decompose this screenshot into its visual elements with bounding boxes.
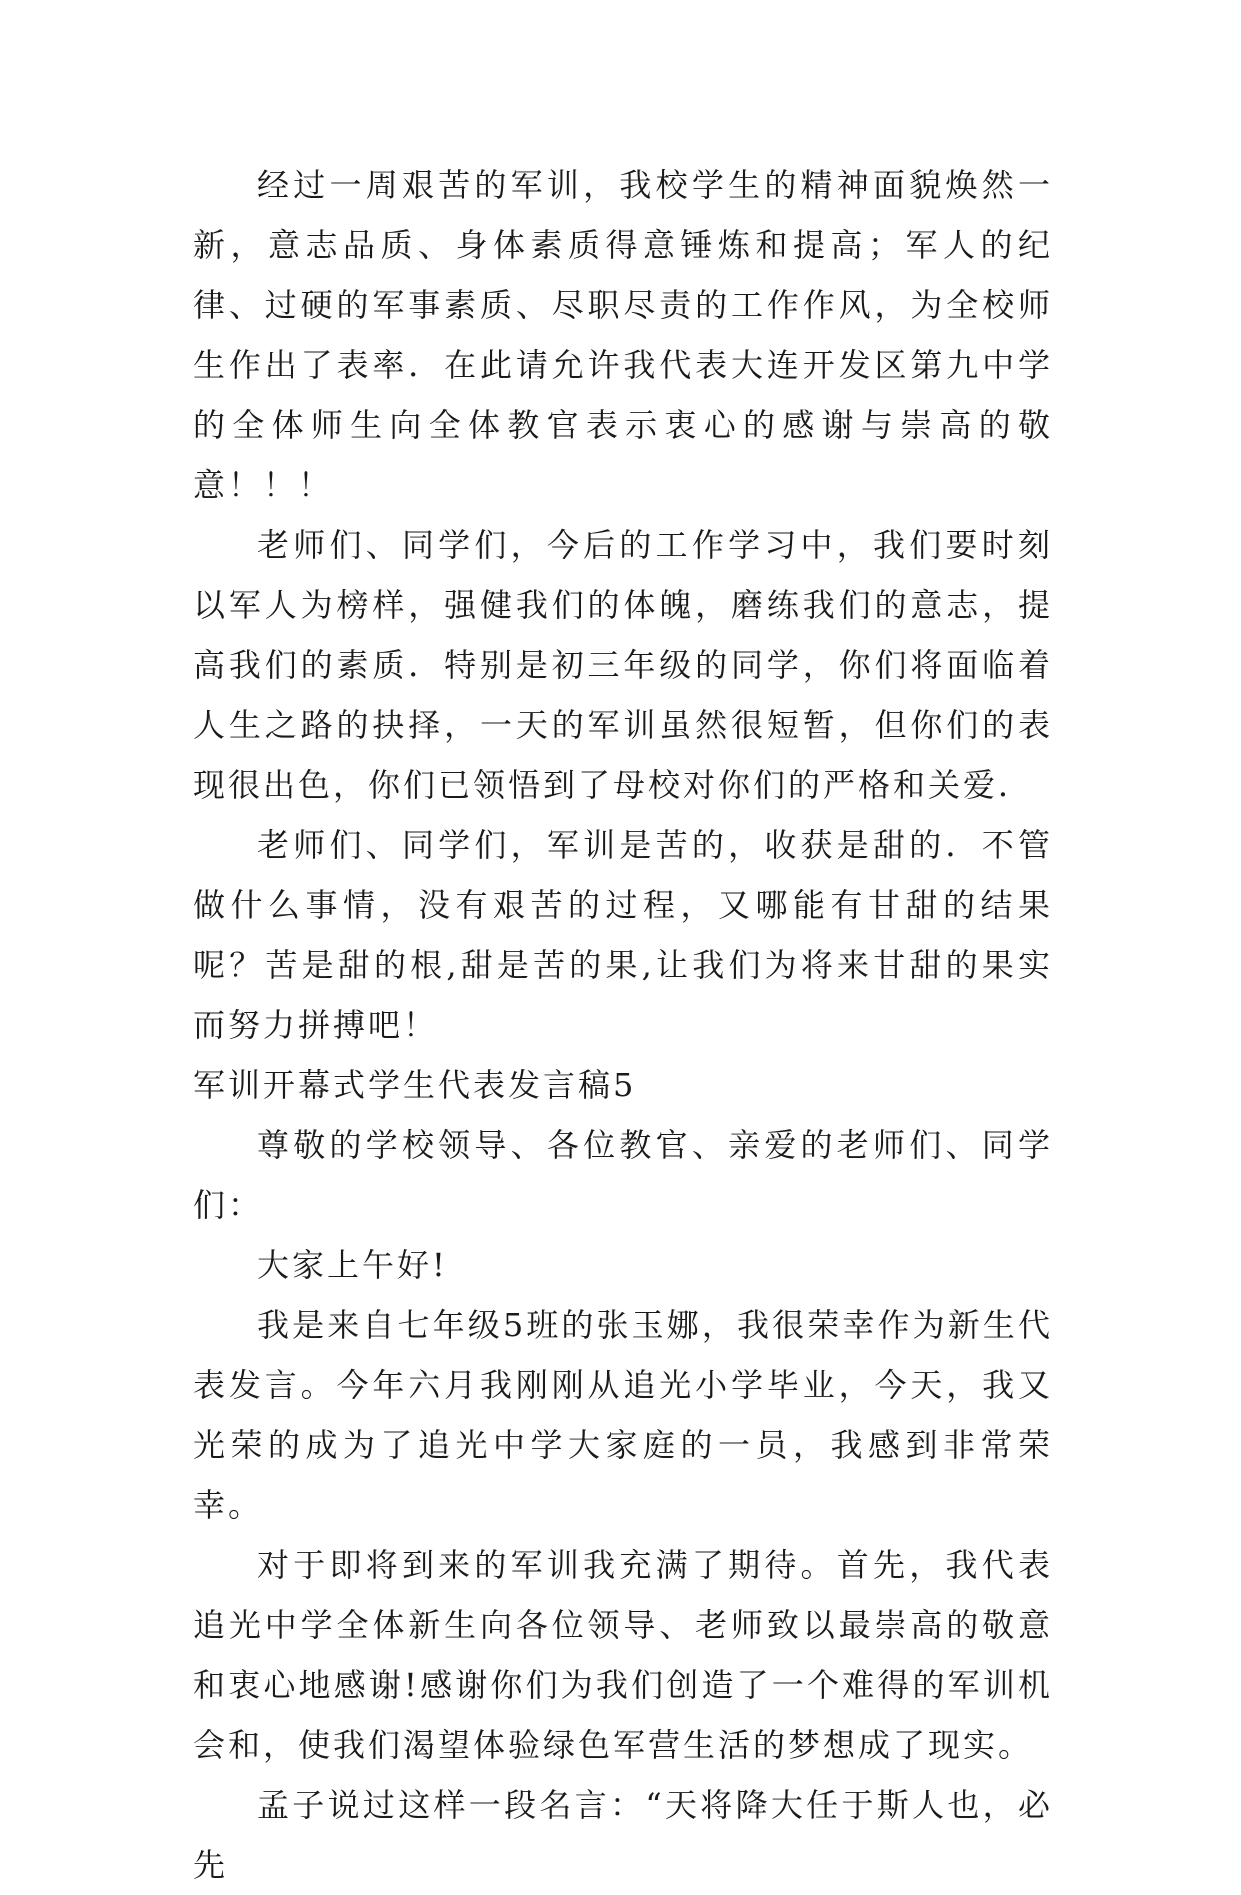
greeting: 大家上午好! [257,1246,448,1284]
section-heading: 军训开幕式学生代表发言稿5 [193,1066,637,1104]
paragraph: 老师们、同学们，军训是苦的，收获是甜的．不管做什么事情，没有艰苦的过程，又哪能有甘甜的结果呢？苦是甜的根,甜是苦的果,让我们为将来甘甜的果实而努力拼搏吧！ [193,826,1053,1044]
paragraph: 孟子说过这样一段名言：“天将降大任于斯人也，必先 [193,1786,1053,1884]
salutation: 尊敬的学校领导、各位教官、亲爱的老师们、同学们： [193,1126,1053,1224]
paragraph: 经过一周艰苦的军训，我校学生的精神面貌焕然一新，意志品质、身体素质得意锤炼和提高；军人的纪律、过硬的军事素质、尽职尽责的工作作风，为全校师生作出了表率．在此请允许我代表大连开发区第九中学的全体师生向全体教官表示衷心的感谢与崇高的敬意！！！ [193,166,1053,504]
paragraph: 老师们、同学们，今后的工作学习中，我们要时刻以军人为榜样，强健我们的体魄，磨练我们的意志，提高我们的素质．特别是初三年级的同学，你们将面临着人生之路的抉择，一天的军训虽然很短暂，但你们的表现很出色，你们已领悟到了母校对你们的严格和关爱． [193,526,1053,804]
document-body [193,155,1053,1895]
paragraph: 对于即将到来的军训我充满了期待。首先，我代表追光中学全体新生向各位领导、老师致以最崇高的敬意和衷心地感谢!感谢你们为我们创造了一个难得的军训机会和，使我们渴望体验绿色军营生活的梦想成了现实。 [193,1546,1053,1764]
paragraph: 我是来自七年级5班的张玉娜，我很荣幸作为新生代表发言。今年六月我刚刚从追光小学毕业，今天，我又光荣的成为了追光中学大家庭的一员，我感到非常荣幸。 [193,1306,1053,1524]
